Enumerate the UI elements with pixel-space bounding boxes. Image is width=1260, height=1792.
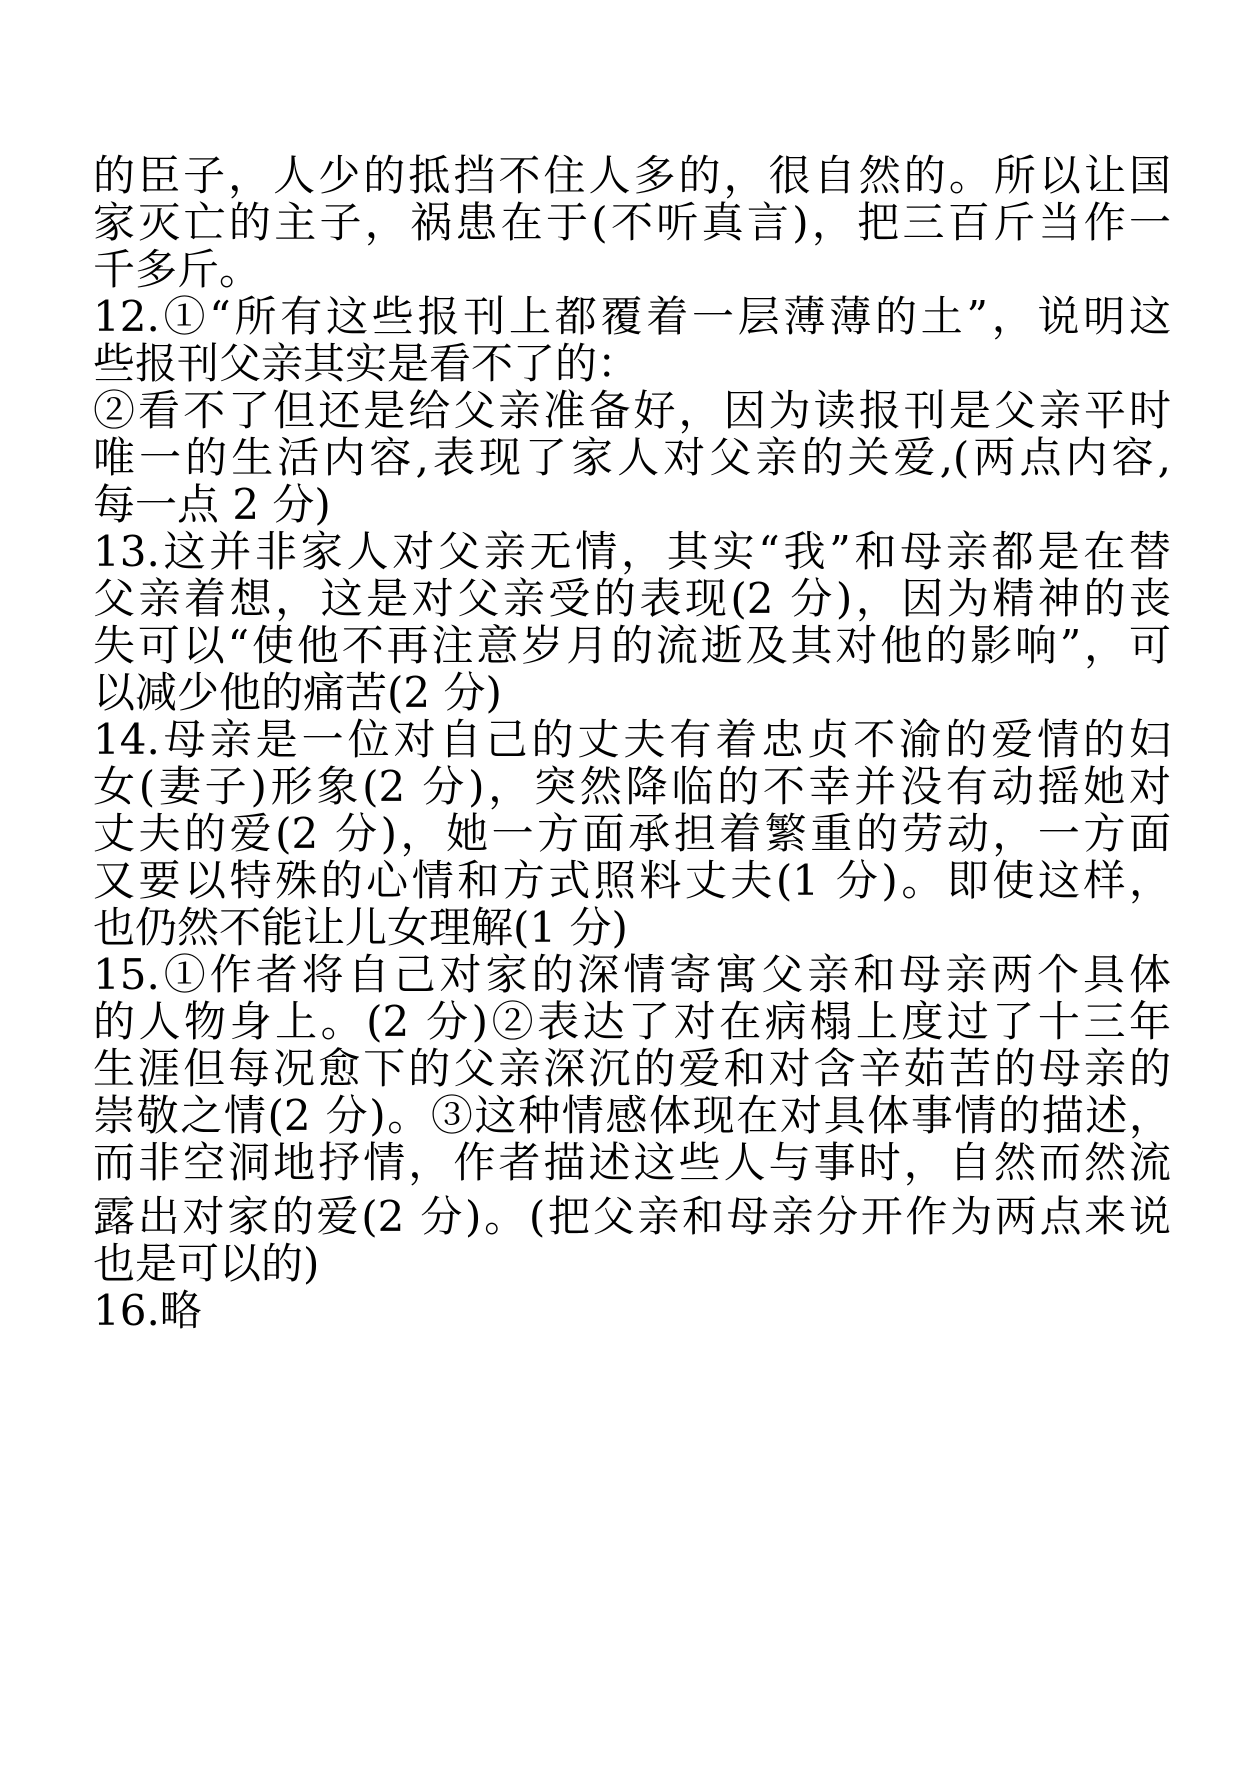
text-line: 的人物身上。(2 分)②表达了对在病榻上度过了十三年 — [93, 998, 1171, 1045]
text-line: 千多斤。 — [93, 245, 262, 294]
text-line: 也仍然不能让儿女理解(1 分) — [93, 903, 628, 952]
text-line: 又要以特殊的心情和方式照料丈夫(1 分)。即使这样， — [93, 857, 1171, 904]
text-line: 失可以“使他不再注意岁月的流逝及其对他的影响”，可 — [93, 622, 1171, 669]
text-line: 些报刊父亲其实是看不了的： — [93, 339, 640, 388]
text-line: 露出对家的爱(2 分)。(把父亲和母亲分开作为两点来说 — [93, 1193, 1171, 1240]
text-line: 而非空洞地抒情，作者描述这些人与事时，自然而然流 — [93, 1139, 1171, 1186]
text-line-q12: 12.①“所有这些报刊上都覆着一层薄薄的土”，说明这 — [93, 293, 1171, 340]
text-line: 女(妻子)形象(2 分)，突然降临的不幸并没有动摇她对 — [93, 763, 1171, 810]
text-line-q14: 14.母亲是一位对自己的丈夫有着忠贞不渝的爱情的妇 — [93, 716, 1171, 763]
text-line: 每一点 2 分) — [93, 480, 331, 529]
text-line: 家灭亡的主子，祸患在于(不听真言)，把三百斤当作一 — [93, 199, 1171, 246]
text-line-q15: 15.①作者将自己对家的深情寄寓父亲和母亲两个具体 — [93, 951, 1171, 998]
text-line: 丈夫的爱(2 分)，她一方面承担着繁重的劳动，一方面 — [93, 810, 1171, 857]
answer-key-text-block — [93, 152, 1171, 1334]
text-line: 以减少他的痛苦(2 分) — [93, 668, 502, 717]
text-line: 父亲着想，这是对父亲受的表现(2 分)，因为精神的丧 — [93, 575, 1171, 622]
text-line-q16: 16.略 — [93, 1286, 202, 1335]
text-line: 生涯但每况愈下的父亲深沉的爱和对含辛茹苦的母亲的 — [93, 1045, 1171, 1092]
text-line: 崇敬之情(2 分)。③这种情感体现在对具体事情的描述， — [93, 1092, 1171, 1139]
text-line-q13: 13.这并非家人对父亲无情，其实“我”和母亲都是在替 — [93, 528, 1171, 575]
text-line: ②看不了但还是给父亲准备好，因为读报刊是父亲平时 — [93, 387, 1171, 434]
text-line: 唯一的生活内容,表现了家人对父亲的关爱,(两点内容, — [93, 434, 1171, 481]
text-line: 也是可以的) — [93, 1239, 320, 1288]
text-line: 的臣子，人少的抵挡不住人多的，很自然的。所以让国 — [93, 152, 1171, 199]
